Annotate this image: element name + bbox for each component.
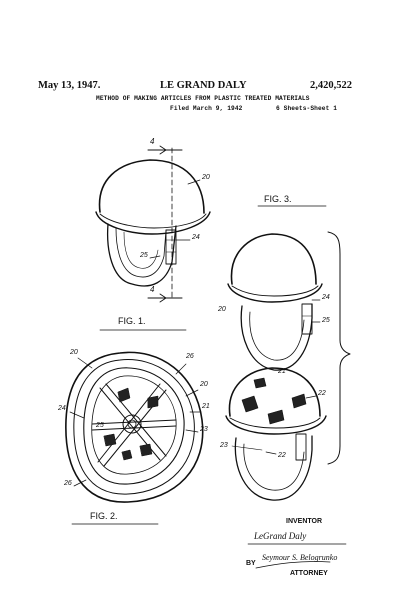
patent-number: 2,420,522 xyxy=(310,80,352,91)
inventor-label: INVENTOR xyxy=(286,518,323,525)
ref-24-fig2: 24 xyxy=(58,405,66,412)
filing-date: Filed March 9, 1942 xyxy=(170,105,243,112)
ref-20-fig3: 20 xyxy=(218,306,226,313)
attorney-label: ATTORNEY xyxy=(290,570,328,577)
ref-21-fig2: 21 xyxy=(202,403,210,410)
ref-21-fig3: 21 xyxy=(278,368,286,375)
ref-25-fig2: 25 xyxy=(96,422,104,429)
ref-23-fig2: 23 xyxy=(200,426,208,433)
fig2-top-view xyxy=(66,352,203,502)
fig3-label: FIG. 3. xyxy=(264,194,292,204)
ref-20-fig2-left: 20 xyxy=(70,349,78,356)
patent-title: METHOD OF MAKING ARTICLES FROM PLASTIC TREATED MATERIALS xyxy=(96,95,310,102)
ref-22-fig3: 22 xyxy=(318,390,326,397)
ref-25-fig3: 25 xyxy=(322,317,330,324)
fig2-label: FIG. 2. xyxy=(90,511,118,521)
inventor-signature: LeGrand Daly xyxy=(254,531,307,541)
ref-24-fig1: 24 xyxy=(192,234,200,241)
ref-23-fig3: 23 xyxy=(220,442,228,449)
fig3-lower-helmet xyxy=(226,368,326,500)
by-label: BY xyxy=(246,560,256,567)
ref-20-fig1: 20 xyxy=(202,174,210,181)
sheet-count: 6 Sheets-Sheet 1 xyxy=(276,105,338,112)
patent-date: May 13, 1947. xyxy=(38,80,101,91)
ref-25-fig1: 25 xyxy=(140,252,148,259)
inventor-name: LE GRAND DALY xyxy=(160,80,247,91)
fig3-upper-helmet xyxy=(228,234,322,370)
section-marker-top: 4 xyxy=(150,137,155,146)
fig1-helmet xyxy=(96,146,210,302)
fig1-label: FIG. 1. xyxy=(118,316,146,326)
section-marker-bottom: 4 xyxy=(150,285,155,294)
ref-20-fig2-right: 20 xyxy=(200,381,208,388)
attorney-signature: Seymour S. Belogrunko xyxy=(262,553,338,562)
ref-26-fig2-top: 26 xyxy=(186,353,194,360)
ref-24-fig3: 24 xyxy=(322,294,330,301)
ref-26-fig2-bottom: 26 xyxy=(64,480,72,487)
ref-22b-fig3: 22 xyxy=(278,452,286,459)
